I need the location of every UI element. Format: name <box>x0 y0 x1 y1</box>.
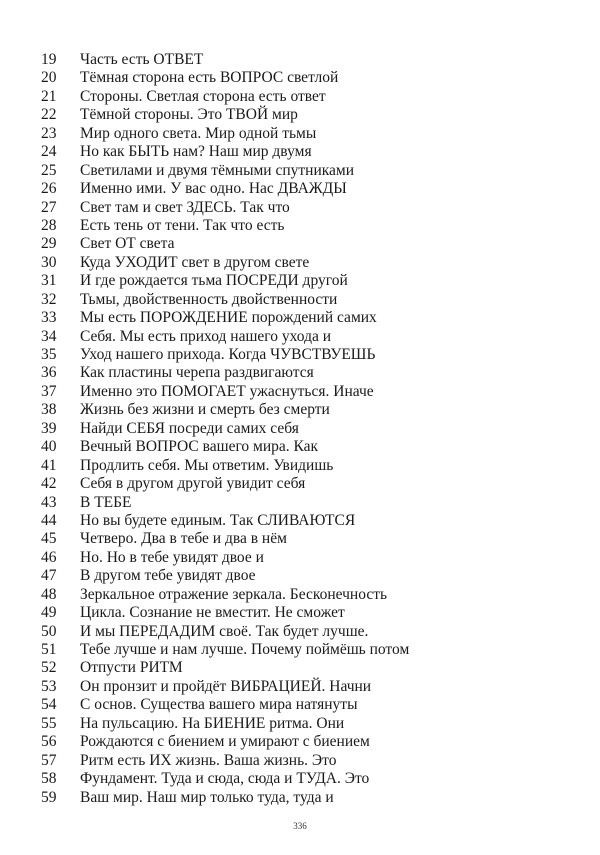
line-number: 37 <box>41 382 57 400</box>
line-number: 28 <box>41 216 57 234</box>
line-number: 41 <box>41 456 57 474</box>
poem-line <box>0 715 600 733</box>
line-number: 46 <box>41 548 57 566</box>
poem-line <box>0 309 600 327</box>
poem-line <box>0 438 600 456</box>
line-number: 57 <box>41 751 57 769</box>
line-number: 32 <box>41 290 57 308</box>
line-number: 24 <box>41 143 57 161</box>
poem-line <box>0 567 600 585</box>
poem-line <box>0 162 600 180</box>
line-text: Цикла. Сознание не вместит. Не сможет <box>80 604 345 622</box>
line-text: Рождаются с биением и умирают с биением <box>80 733 370 751</box>
line-number: 20 <box>41 69 57 87</box>
line-text: Ваш мир. Наш мир только туда, туда и <box>80 788 334 806</box>
poem-line <box>0 530 600 548</box>
line-number: 48 <box>41 585 57 603</box>
poem-line <box>0 789 600 807</box>
line-number: 45 <box>41 530 57 548</box>
poem-line <box>0 106 600 124</box>
line-number: 26 <box>41 180 57 198</box>
line-text: Мир одного света. Мир одной тьмы <box>80 124 317 142</box>
line-text: Мы есть ПОРОЖДЕНИЕ порождений самих <box>80 309 377 327</box>
poem-line <box>0 696 600 714</box>
page-number: 336 <box>293 821 307 831</box>
line-number: 25 <box>41 161 57 179</box>
line-text: Ритм есть ИХ жизнь. Ваша жизнь. Это <box>80 751 337 769</box>
line-number: 39 <box>41 419 57 437</box>
line-number: 21 <box>41 87 57 105</box>
poem-line <box>0 272 600 290</box>
line-text: И где рождается тьма ПОСРЕДИ другой <box>80 272 348 290</box>
line-number: 35 <box>41 346 57 363</box>
line-text: Отпусти РИТМ <box>80 659 183 677</box>
line-number: 33 <box>41 309 57 327</box>
poem-line <box>0 180 600 198</box>
line-number: 36 <box>41 364 57 382</box>
poem-line <box>0 475 600 493</box>
line-text: Продлить себя. Мы ответим. Увидишь <box>80 456 334 474</box>
line-text: Есть тень от тени. Так что есть <box>80 216 285 234</box>
line-text: Жизнь без жизни и смерть без смерти <box>80 401 330 419</box>
poem-line <box>0 401 600 419</box>
line-text: Найди СЕБЯ посреди самих себя <box>80 419 299 437</box>
poem-line <box>0 770 600 788</box>
poem-line <box>0 512 600 530</box>
line-text: Себя. Мы есть приход нашего ухода и <box>80 327 332 345</box>
line-number: 31 <box>41 272 57 290</box>
line-text: Стороны. Светлая сторона есть ответ <box>80 87 326 105</box>
line-number: 58 <box>41 770 57 788</box>
poem-line <box>0 291 600 309</box>
poem-line <box>0 586 600 604</box>
line-text: Фундамент. Туда и сюда, сюда и ТУДА. Это <box>80 770 370 788</box>
line-number: 27 <box>41 198 57 216</box>
poem-line <box>0 733 600 751</box>
poem-line <box>0 235 600 253</box>
line-number: 59 <box>41 788 57 806</box>
line-number: 51 <box>41 641 57 658</box>
poem-line <box>0 69 600 87</box>
line-number: 43 <box>41 493 57 511</box>
line-number: 42 <box>41 475 57 493</box>
poem-line <box>0 420 600 438</box>
poem-line <box>0 88 600 106</box>
line-number: 29 <box>41 235 57 253</box>
line-number: 52 <box>41 659 57 677</box>
line-number: 54 <box>41 696 57 714</box>
poem-line <box>0 346 600 364</box>
line-text: Он пронзит и пройдёт ВИБРАЦИЕЙ. Начни <box>80 677 372 695</box>
poem-line <box>0 217 600 235</box>
line-number: 47 <box>41 567 57 585</box>
line-text: Свет там и свет ЗДЕСЬ. Так что <box>80 198 290 216</box>
line-text: Куда УХОДИТ свет в другом свете <box>80 253 310 271</box>
poem-line <box>0 125 600 143</box>
line-number: 56 <box>41 733 57 751</box>
line-number: 44 <box>41 511 57 529</box>
line-text: Тьмы, двойственность двойственности <box>80 290 338 308</box>
line-text: Себя в другом другой увидит себя <box>80 475 306 493</box>
line-text: В ТЕБЕ <box>80 493 132 511</box>
line-text: Зеркальное отражение зеркала. Бесконечность <box>80 585 388 603</box>
line-text: В другом тебе увидят двое <box>80 567 256 585</box>
poem-lines <box>0 51 600 807</box>
poem-line <box>0 549 600 567</box>
line-text: Светилами и двумя тёмными спутниками <box>80 161 355 179</box>
line-number: 55 <box>41 714 57 732</box>
poem-line <box>0 364 600 382</box>
poem-line <box>0 623 600 641</box>
poem-line <box>0 254 600 272</box>
line-text: Свет ОТ света <box>80 235 175 253</box>
line-text: Но вы будете единым. Так СЛИВАЮТСЯ <box>80 511 356 529</box>
line-text: Часть есть ОТВЕТ <box>80 51 204 68</box>
poem-line <box>0 328 600 346</box>
poem-line <box>0 604 600 622</box>
line-text: Но. Но в тебе увидят двое и <box>80 548 264 566</box>
line-text: С основ. Существа вашего мира натянуты <box>80 696 358 714</box>
poem-line <box>0 641 600 659</box>
line-number: 53 <box>41 677 57 695</box>
line-text: И мы ПЕРЕДАДИМ своё. Так будет лучше. <box>80 622 369 640</box>
poem-line <box>0 678 600 696</box>
line-number: 22 <box>41 106 57 124</box>
line-number: 30 <box>41 253 57 271</box>
line-text: Тёмная сторона есть ВОПРОС светлой <box>80 69 339 87</box>
poem-line <box>0 457 600 475</box>
line-number: 19 <box>41 51 57 68</box>
poem-line <box>0 383 600 401</box>
line-text: Уход нашего прихода. Когда ЧУВСТВУЕШЬ <box>80 346 376 363</box>
line-number: 50 <box>41 622 57 640</box>
line-text: Как пластины черепа раздвигаются <box>80 364 314 382</box>
line-number: 34 <box>41 327 57 345</box>
line-number: 49 <box>41 604 57 622</box>
line-text: Вечный ВОПРОС вашего мира. Как <box>80 438 319 456</box>
line-number: 23 <box>41 124 57 142</box>
line-text: Четверо. Два в тебе и два в нём <box>80 530 287 548</box>
line-number: 38 <box>41 401 57 419</box>
poem-line <box>0 199 600 217</box>
poem-line <box>0 659 600 677</box>
line-text: Именно это ПОМОГАЕТ ужаснуться. Иначе <box>80 382 374 400</box>
poem-line <box>0 51 600 69</box>
line-text: На пульсацию. На БИЕНИЕ ритма. Они <box>80 714 345 732</box>
line-text: Тёмной стороны. Это ТВОЙ мир <box>80 106 298 124</box>
poem-line <box>0 752 600 770</box>
line-text: Но как БЫТЬ нам? Наш мир двумя <box>80 143 312 161</box>
poem-line <box>0 143 600 161</box>
poem-line <box>0 494 600 512</box>
line-text: Именно ими. У вас одно. Нас ДВАЖДЫ <box>80 180 347 198</box>
line-number: 40 <box>41 438 57 456</box>
line-text: Тебе лучше и нам лучше. Почему поймёшь потом <box>80 641 410 658</box>
